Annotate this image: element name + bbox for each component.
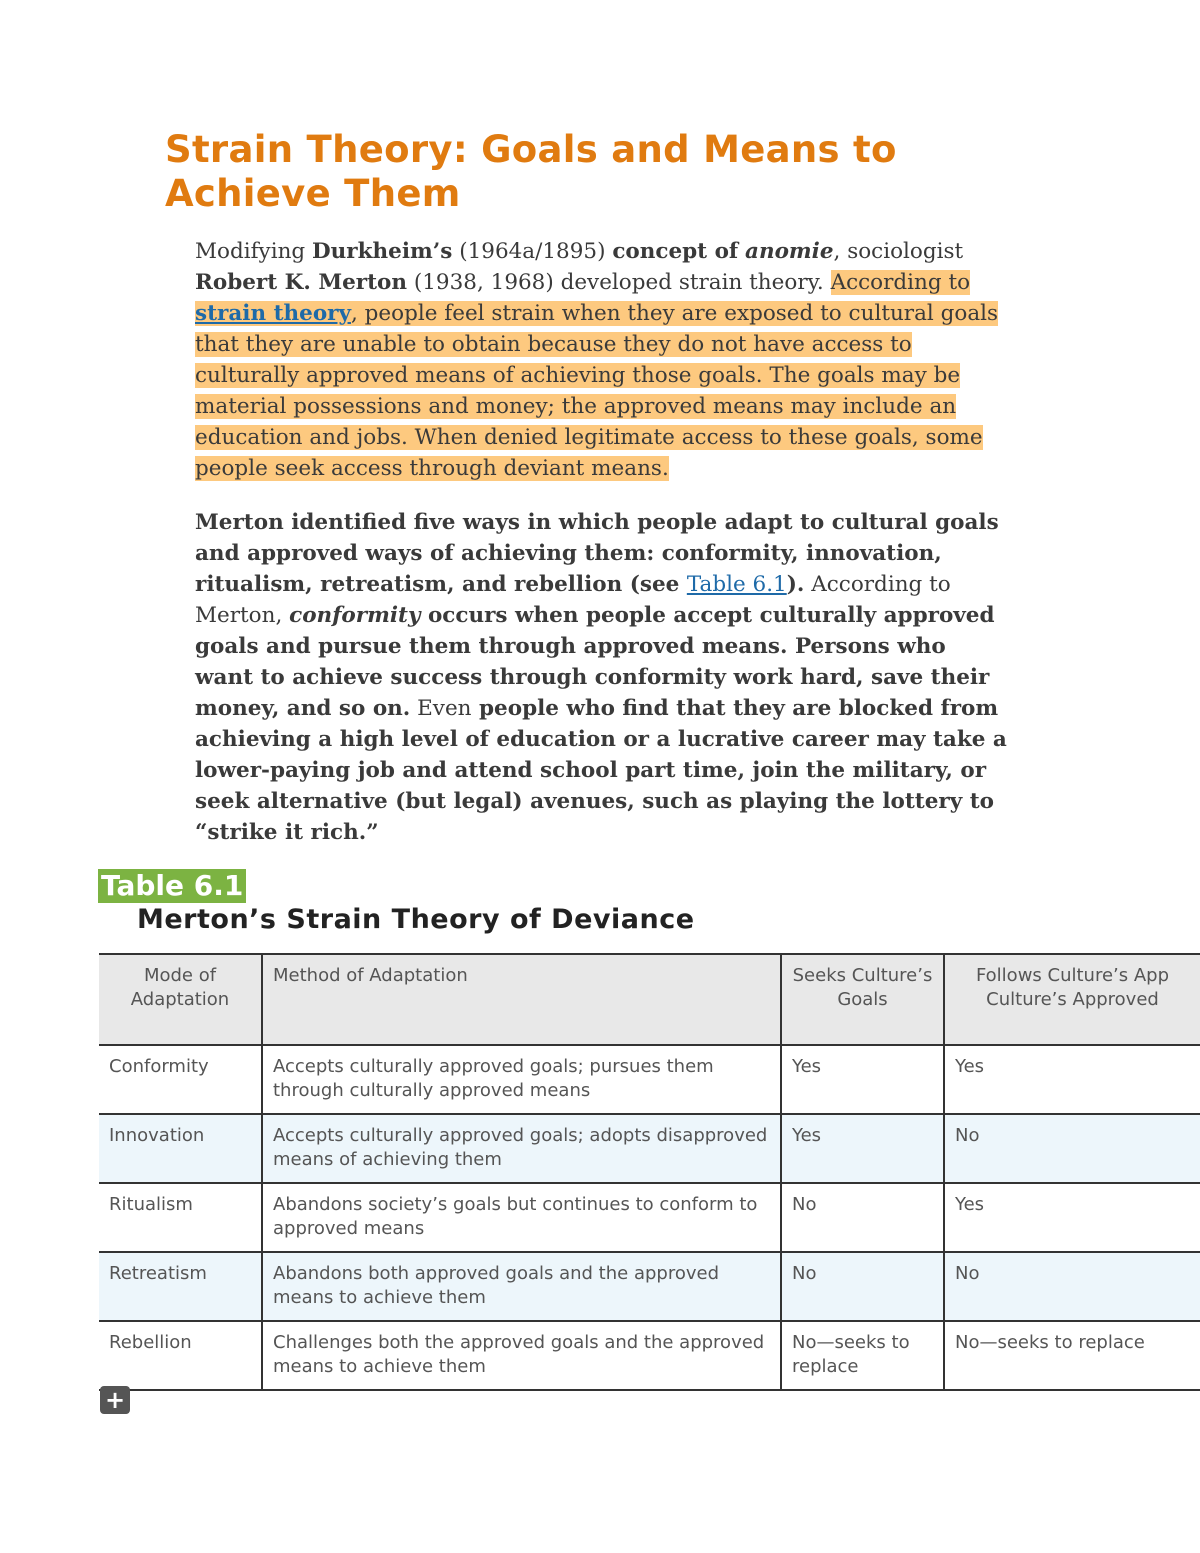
cell-follows: No — [944, 1252, 1200, 1321]
text-run: According to Merton, — [195, 572, 951, 628]
cell-follows: No — [944, 1114, 1200, 1183]
text-run: Even — [410, 696, 472, 721]
header-mode: Mode of Adaptation — [99, 954, 262, 1045]
durkheim-term: Durkheim’s — [312, 239, 453, 264]
merton-name: Robert K. Merton — [195, 270, 408, 295]
cell-method: Abandons both approved goals and the approved means to achieve them — [262, 1252, 781, 1321]
text-run: (1938, 1968) developed strain theory. — [407, 270, 831, 295]
cell-seeks: Yes — [781, 1045, 944, 1114]
text-run: (1964a/1895) — [452, 239, 613, 264]
table-row — [99, 1252, 1200, 1321]
text-run: , sociologist — [833, 239, 964, 264]
text-run — [738, 239, 745, 264]
cell-seeks: No — [781, 1183, 944, 1252]
cell-mode: Retreatism — [99, 1252, 262, 1321]
header-follows-means: Follows Culture’s App Culture’s Approved — [944, 954, 1200, 1045]
expand-plus-icon[interactable]: + — [100, 1386, 130, 1414]
strain-theory-link[interactable]: strain theory — [195, 301, 351, 326]
table-row — [99, 1114, 1200, 1183]
text-run: Modifying — [195, 239, 313, 264]
cell-follows: Yes — [944, 1045, 1200, 1114]
cell-mode: Innovation — [99, 1114, 262, 1183]
anomie-term: anomie — [745, 239, 834, 264]
cell-follows: No—seeks to replace — [944, 1321, 1200, 1390]
strain-theory-paragraph — [195, 236, 1010, 484]
cell-mode: Conformity — [99, 1045, 262, 1114]
table-6-1-link[interactable]: Table 6.1 — [686, 572, 787, 597]
header-seeks-goals: Seeks Culture’s Goals — [781, 954, 944, 1045]
cell-follows: Yes — [944, 1183, 1200, 1252]
text-run: ). — [786, 572, 805, 597]
text-run: Merton identified five ways in which people adapt to cultural goals and approved ways of achieving them: conformity, innovation, ritualism, retreatism, and rebellion (see — [195, 510, 999, 597]
highlighted-text — [195, 270, 998, 481]
text-run: people who find that they are blocked from achieving a high level of education or a lucrative career may take a lower-paying job and attend school part time, join the military, or seek alternative (but legal) avenues, such as playing the lottery to “strike it rich.” — [195, 696, 1007, 845]
page-title: Strain Theory: Goals and Means to Achieve Them — [165, 128, 897, 215]
table-row — [99, 1321, 1200, 1390]
cell-method: Accepts culturally approved goals; adopts disapproved means of achieving them — [262, 1114, 781, 1183]
table-title: Merton’s Strain Theory of Deviance — [137, 904, 695, 935]
strain-theory-table — [99, 953, 1200, 1391]
concept-of-term: concept of — [612, 239, 739, 264]
cell-method: Challenges both the approved goals and the approved means to achieve them — [262, 1321, 781, 1390]
cell-method: Accepts culturally approved goals; pursues them through culturally approved means — [262, 1045, 781, 1114]
table-label: Table 6.1 — [98, 869, 246, 903]
table-row — [99, 1045, 1200, 1114]
table-header-row — [99, 954, 1200, 1045]
conformity-term: conformity — [289, 603, 421, 628]
cell-seeks: No — [781, 1252, 944, 1321]
text-run: occurs when people accept culturally approved goals and pursue them through approved means. Persons who want to achieve success through conformity work hard, save their money, and so on. — [195, 603, 995, 721]
text-run: According to — [830, 270, 971, 295]
cell-seeks: Yes — [781, 1114, 944, 1183]
cell-mode: Ritualism — [99, 1183, 262, 1252]
table-row — [99, 1183, 1200, 1252]
merton-adaptations-paragraph — [195, 507, 1010, 848]
cell-method: Abandons society’s goals but continues to conform to approved means — [262, 1183, 781, 1252]
text-run: , people feel strain when they are exposed to cultural goals that they are unable to obtain because they do not have access to culturally approved means of achieving those goals. The goals may be material possessions and money; the approved means may include an education and jobs. When denied legitimate access to these goals, some people seek access through deviant means. — [195, 301, 999, 481]
cell-seeks: No—seeks to replace — [781, 1321, 944, 1390]
cell-mode: Rebellion — [99, 1321, 262, 1390]
header-method: Method of Adaptation — [262, 954, 781, 1045]
